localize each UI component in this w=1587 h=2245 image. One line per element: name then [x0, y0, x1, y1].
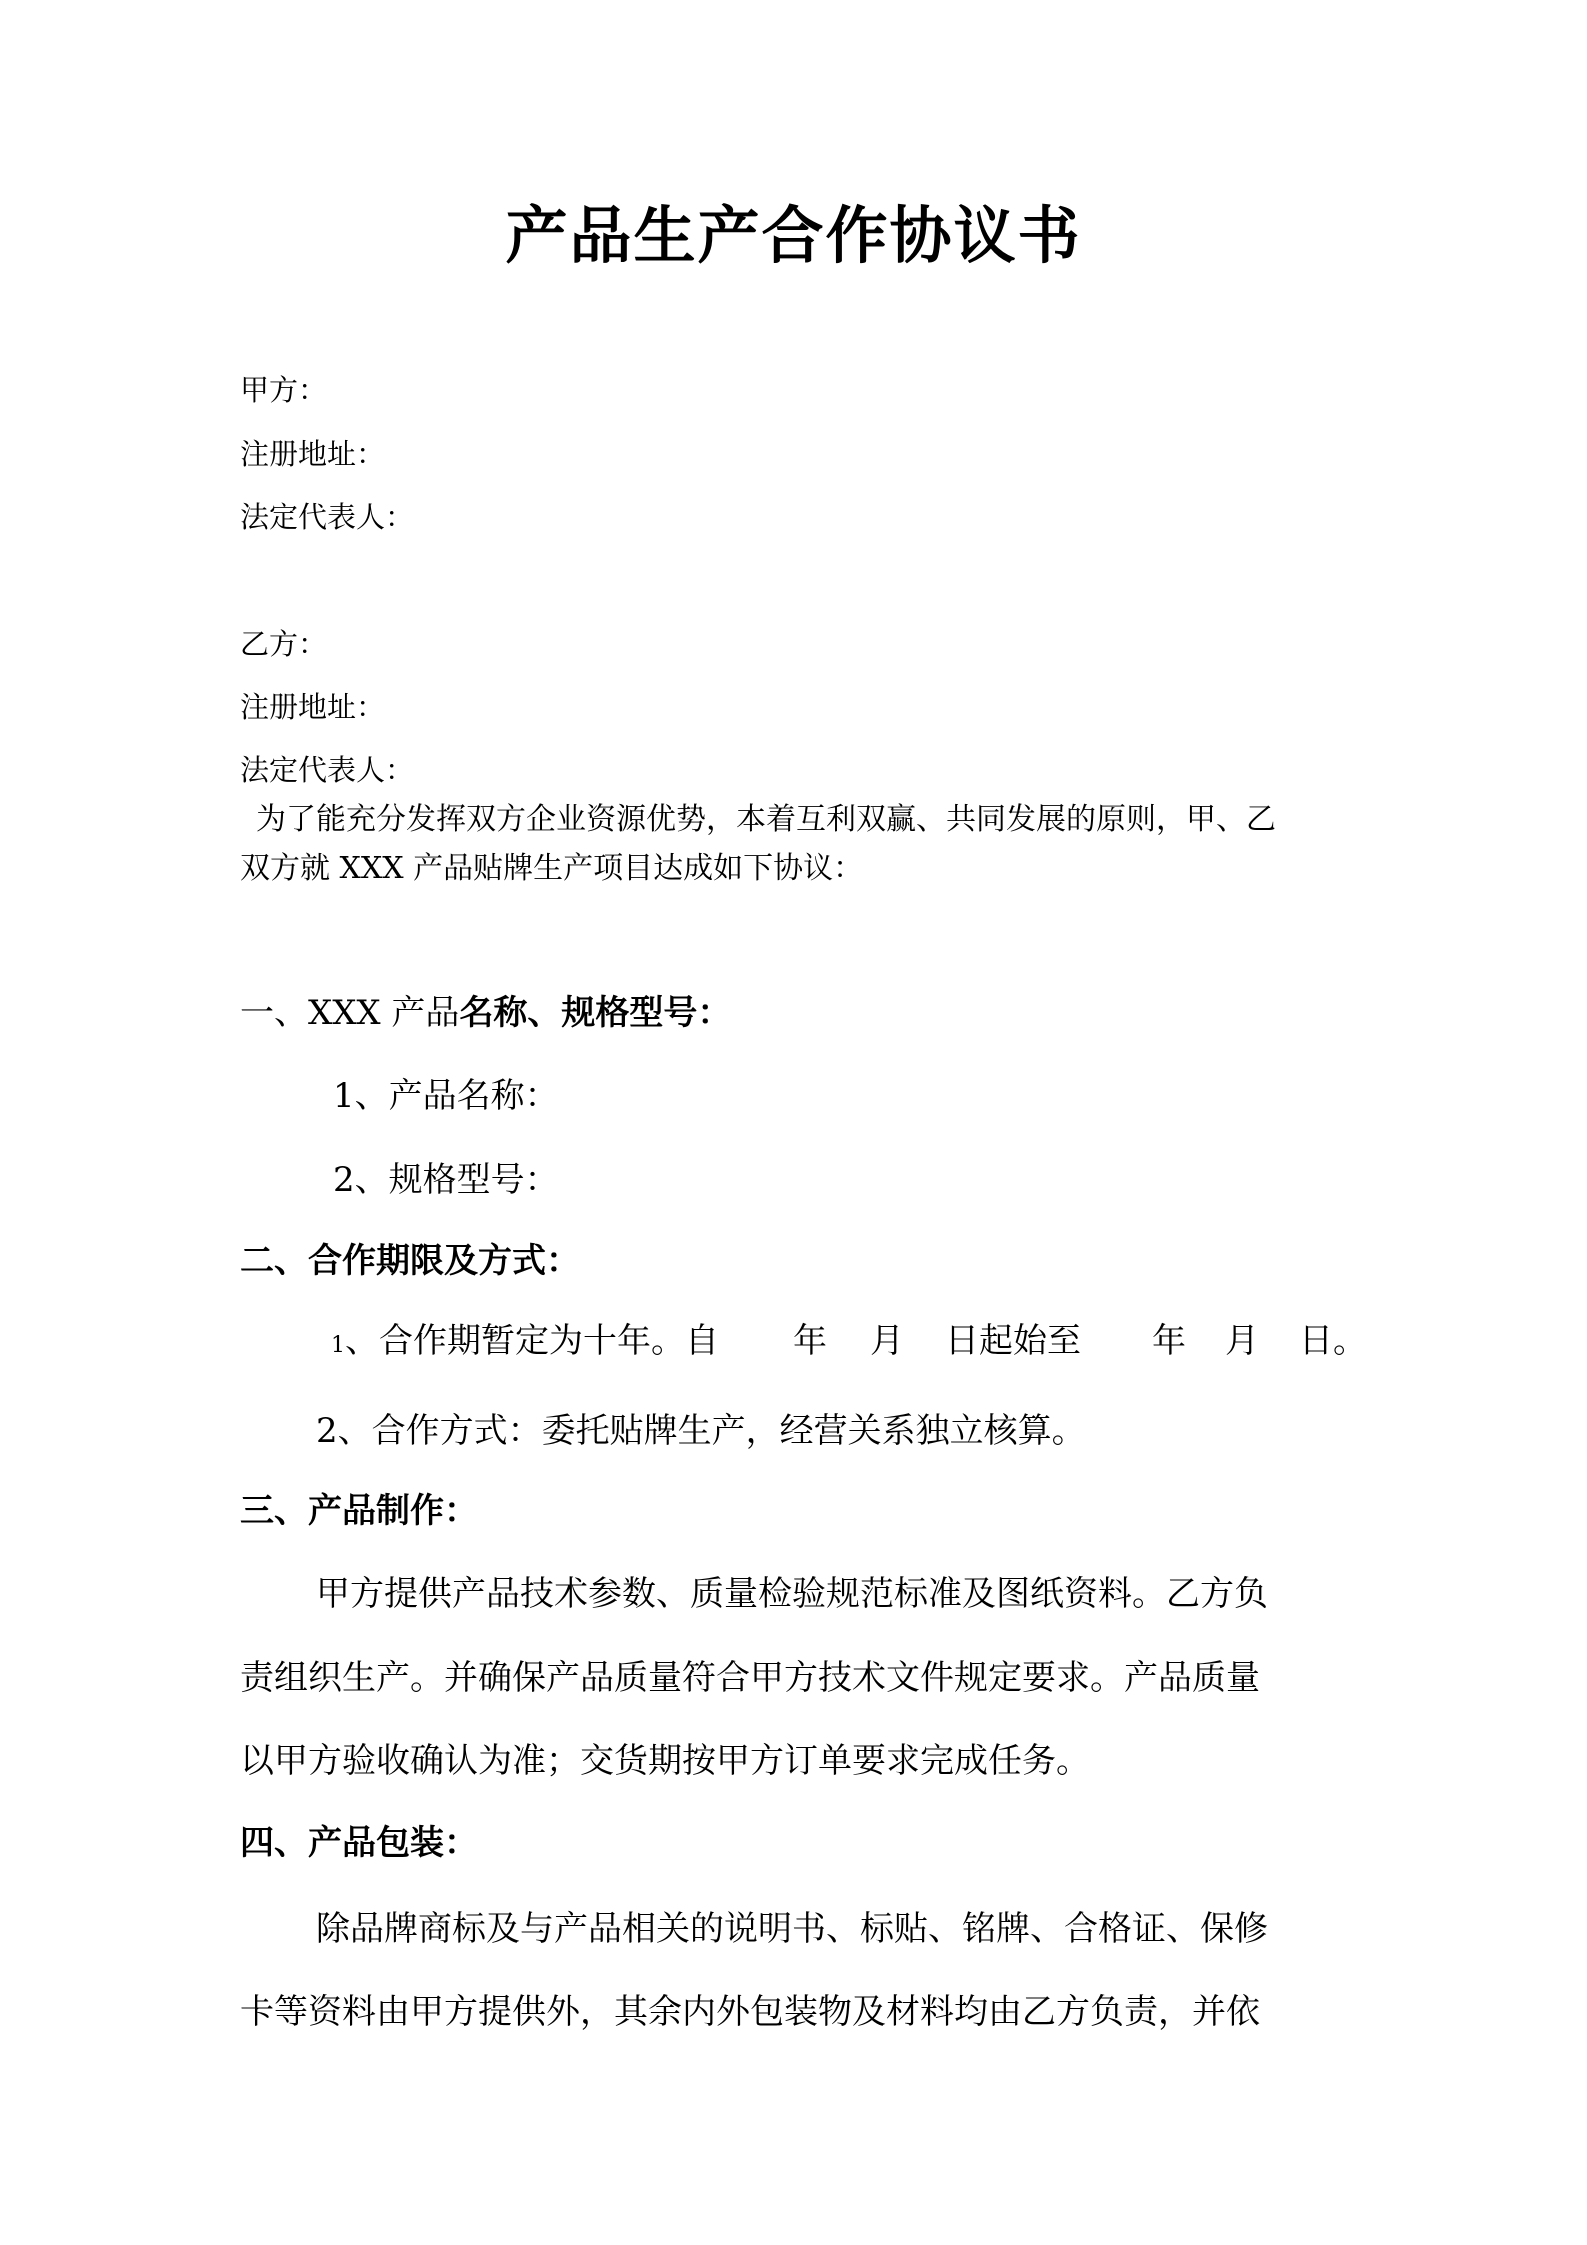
- section-2-item-1: [331, 1318, 719, 1369]
- section-2-item-1-text: 、合作期暂定为十年。自: [345, 1321, 719, 1361]
- party-a-label: 甲方：: [240, 373, 328, 407]
- section-4-heading: 四、产品包装：: [240, 1823, 478, 1863]
- section-3-heading: 三、产品制作：: [240, 1491, 478, 1531]
- section-4-line-2: 卡等资料由甲方提供外，其余内外包装物及材料均由乙方负责，并依: [240, 1992, 1260, 2032]
- section-4-line-1: 除品牌商标及与产品相关的说明书、标贴、铭牌、合格证、保修: [316, 1909, 1268, 1949]
- document-title: 产品生产合作协议书: [505, 199, 1082, 272]
- party-a-address-label: 注册地址：: [240, 437, 386, 471]
- section-1-heading: [240, 990, 731, 1036]
- section-2-item-1-num: 1: [331, 1333, 345, 1358]
- section-1-heading-prefix: 一、XXX 产品: [240, 993, 460, 1033]
- section-3-line-1: 甲方提供产品技术参数、质量检验规范标准及图纸资料。乙方负: [316, 1574, 1268, 1614]
- party-b-rep-label: 法定代表人：: [240, 753, 415, 787]
- section-1-item-1: 1、产品名称：: [333, 1076, 559, 1116]
- date-month-2: 月: [1225, 1321, 1259, 1361]
- date-day-1: 日起始至: [945, 1321, 1081, 1361]
- section-1-heading-rest: 名称、规格型号：: [459, 993, 732, 1033]
- section-1-item-2: 2、规格型号：: [333, 1160, 559, 1200]
- party-b-label: 乙方：: [240, 627, 328, 661]
- date-year-2: 年: [1152, 1321, 1186, 1361]
- intro-line-2: 双方就 XXX 产品贴牌生产项目达成如下协议：: [240, 851, 864, 886]
- date-day-2: 日。: [1299, 1321, 1367, 1361]
- party-a-rep-label: 法定代表人：: [240, 500, 415, 534]
- date-month-1: 月: [870, 1321, 904, 1361]
- section-3-line-3: 以甲方验收确认为准；交货期按甲方订单要求完成任务。: [240, 1741, 1090, 1781]
- section-2-item-2: 2、合作方式：委托贴牌生产，经营关系独立核算。: [316, 1411, 1086, 1451]
- party-b-address-label: 注册地址：: [240, 690, 386, 724]
- section-3-line-2: 责组织生产。并确保产品质量符合甲方技术文件规定要求。产品质量: [240, 1658, 1260, 1698]
- intro-line-1: 为了能充分发挥双方企业资源优势，本着互利双赢、共同发展的原则，甲、乙: [256, 802, 1276, 837]
- date-year-1: 年: [793, 1321, 827, 1361]
- section-2-heading: 二、合作期限及方式：: [240, 1241, 580, 1281]
